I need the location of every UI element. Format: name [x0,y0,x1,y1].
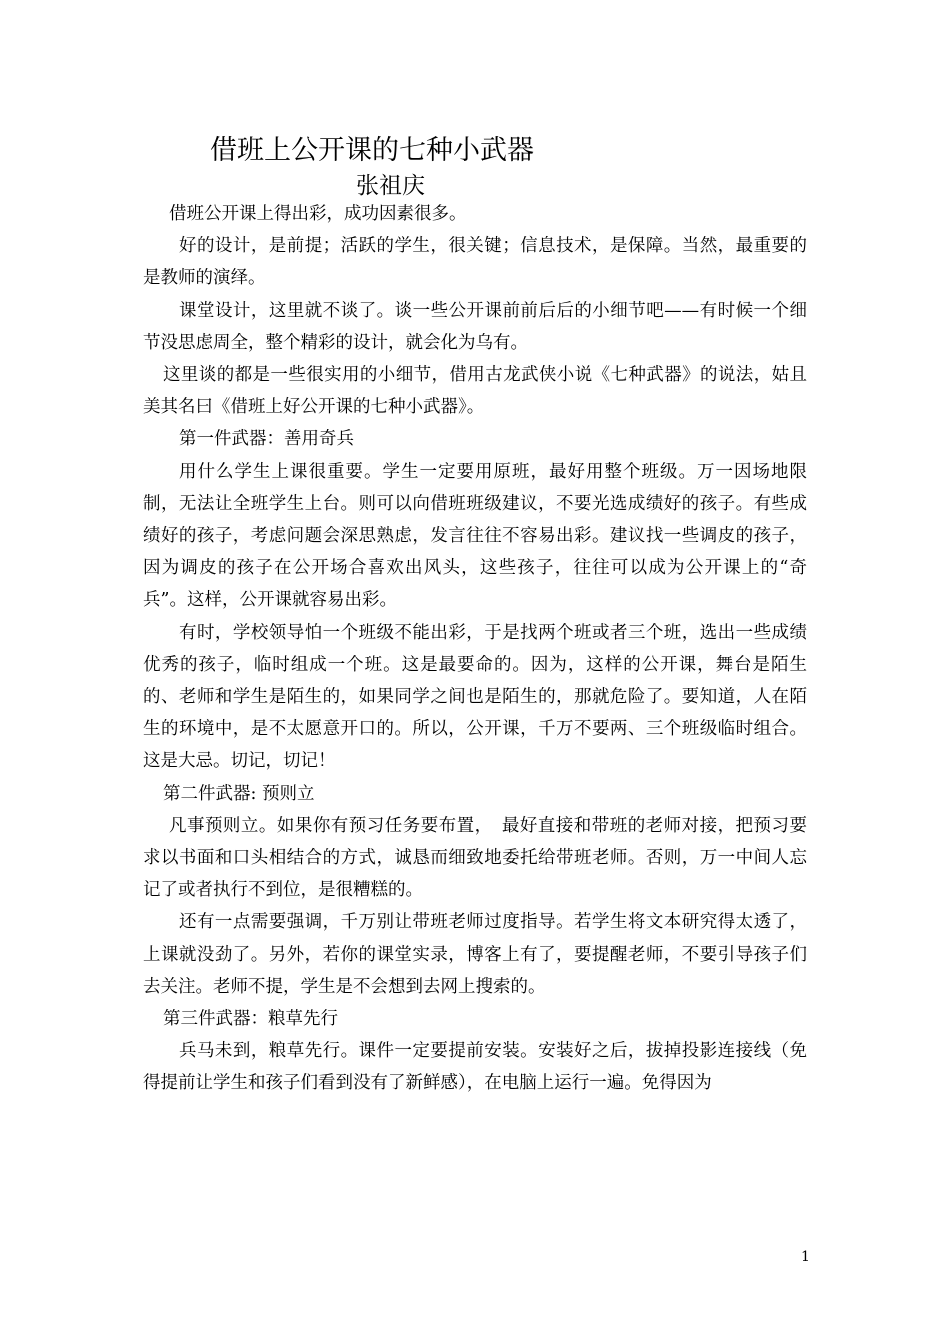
paragraph-weapon-2-a: 凡事预则立。如果你有预习任务要布置， 最好直接和带班的老师对接，把预习要求以书面和口头相结合的方式，诚恳而细致地委托给带班老师。否则，万一中间人忘记了或者执行不到位，是很糟糕的。 [143,815,807,901]
paragraph-weapon-2-b: 还有一点需要强调，千万别让带班老师过度指导。若学生将文本研究得太透了，上课就没劲了。另外，若你的课堂实录，博客上有了，要提醒老师，不要引导孩子们去关注。老师不提，学生是不会想到去网上搜索的。 [143,912,807,997]
paragraph-weapon-1-b: 有时，学校领导怕一个班级不能出彩，于是找两个班或者三个班，选出一些成绩优秀的孩子，临时组成一个班。这是最要命的。因为，这样的公开课，舞台是陌生的、老师和学生是陌生的，如果同学之间也是陌生的，那就危险了。要知道，人在陌生的环境中，是不太愿意开口的。所以，公开课，千万不要两、三个班级临时组合。这是大忌。切记，切记！ [143,622,807,772]
document-body [143,198,807,1100]
paragraph-intro: 借班公开课上得出彩，成功因素很多。 [169,204,467,224]
paragraph-design-premise: 好的设计，是前提；活跃的学生，很关键；信息技术，是保障。当然，最重要的是教师的演绎。 [143,236,807,289]
document-title: 借班上公开课的七种小武器 [210,135,534,166]
paragraph-weapon-1-a: 用什么学生上课很重要。学生一定要用原班，最好用整个班级。万一因场地限制，无法让全班学生上台。则可以向借班班级建议，不要光选成绩好的孩子。有些成绩好的孩子，考虑问题会深思熟虑，发言往往不容易出彩。建议找一些调皮的孩子，因为调皮的孩子在公开场合喜欢出风头，这些孩子，往往可以成为公开课上的“奇兵”。这样，公开课就容易出彩。 [143,461,807,611]
paragraph-details: 课堂设计，这里就不谈了。谈一些公开课前前后后的小细节吧——有时候一个细节没思虑周全，整个精彩的设计，就会化为乌有。 [143,300,807,353]
paragraph-seven-weapons: 这里谈的都是一些很实用的小细节，借用古龙武侠小说《七种武器》的说法，姑且美其名曰《借班上好公开课的七种小武器》。 [143,365,807,418]
section-heading-weapon-3: 第三件武器：粮草先行 [163,1009,338,1030]
section-heading-weapon-2: 第二件武器: 预则立 [163,783,315,804]
paragraph-weapon-3-a: 兵马未到，粮草先行。课件一定要提前安装。安装好之后，拔掉投影连接线（免得提前让学生和孩子们看到没有了新鲜感），在电脑上运行一遍。免得因为 [143,1041,807,1094]
page-number: 1 [801,1249,810,1265]
document-author: 张祖庆 [356,173,425,199]
section-heading-weapon-1: 第一件武器：善用奇兵 [179,429,354,450]
